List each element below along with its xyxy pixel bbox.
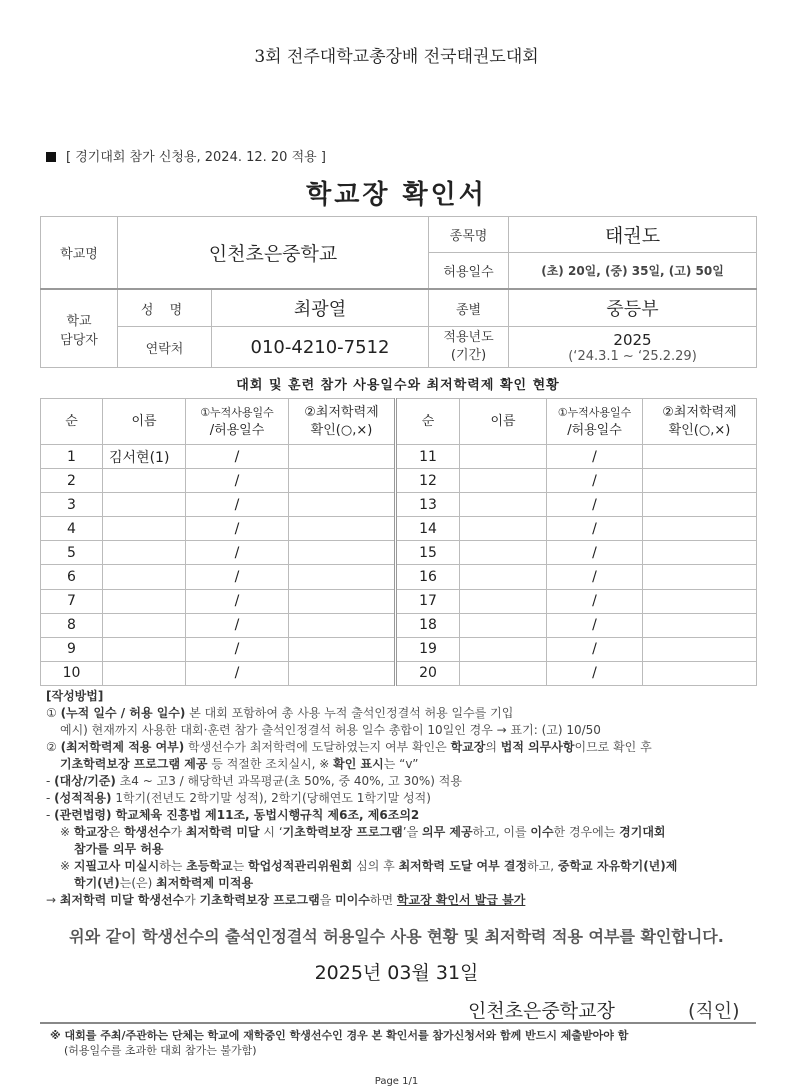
method-line: [46, 875, 761, 892]
row-name-right: [460, 565, 547, 589]
row-min-left: [289, 613, 396, 637]
row-no-left: 1: [41, 445, 103, 469]
t: (성적적용): [54, 791, 112, 805]
row-no-right: 17: [396, 589, 460, 613]
header-days-right-l1: ①누적사용일수: [557, 405, 632, 419]
row-no-right: 11: [396, 445, 460, 469]
t: 가: [184, 893, 200, 907]
t: -: [46, 791, 55, 805]
t: 이므로 확인 후: [574, 740, 652, 754]
row-min-right: [643, 517, 757, 541]
row-days-right: /: [547, 469, 643, 493]
row-name-left: [103, 637, 186, 661]
row-days-left: /: [186, 661, 289, 685]
row-name-left: [103, 469, 186, 493]
t: 을: [319, 893, 336, 907]
t: 하면: [369, 893, 397, 907]
section-title: 대회 및 훈련 참가 사용일수와 최저학력제 확인 현황: [236, 378, 560, 393]
table-row: [41, 517, 757, 541]
header-min-right: [643, 399, 757, 445]
t: 최저학력 미달 학생선수: [59, 893, 185, 907]
row-min-right: [643, 565, 757, 589]
row-name-right: [460, 517, 547, 541]
row-min-left: [289, 661, 396, 685]
t: 학기(년): [74, 876, 120, 890]
t: ※: [60, 825, 74, 839]
t: 경기대회: [619, 825, 666, 839]
method-line: [46, 705, 761, 722]
row-min-right: [643, 493, 757, 517]
t: -: [46, 808, 55, 822]
t: 초등학교: [186, 859, 233, 873]
t: 시 ‘: [259, 825, 283, 839]
row-name-left: [103, 493, 186, 517]
t: (누적 일수 / 허용 일수): [60, 706, 186, 720]
t: ①: [46, 706, 61, 720]
row-no-left: 5: [41, 541, 103, 565]
t: 은: [108, 825, 125, 839]
sport-label: 종목명: [429, 217, 509, 253]
header-min-left-l1: ②최저학력제: [304, 404, 379, 420]
t: 확인 표시: [333, 757, 384, 771]
category-label: 종별: [429, 289, 509, 327]
t: 의무 제공: [422, 825, 473, 839]
footnote-line1: ※ 대회를 주최/주관하는 단체는 학교에 재학중인 학생선수인 경우 본 확인서를 참가신청서와 함께 반드시 제출받아야 함: [50, 1029, 629, 1042]
signer-name: 인천초은중학교장: [468, 1000, 615, 1022]
contact-label: 연락처: [118, 327, 212, 368]
header-days-right: [547, 399, 643, 445]
row-no-left: 7: [41, 589, 103, 613]
row-days-right: /: [547, 541, 643, 565]
row-name-left: [103, 589, 186, 613]
method-line: [46, 790, 761, 807]
row-min-right: [643, 445, 757, 469]
event-title: 3회 전주대학교총장배 전국태권도대회: [254, 47, 539, 67]
row-no-right: 14: [396, 517, 460, 541]
row-name-left: [103, 613, 186, 637]
row-min-left: [289, 517, 396, 541]
row-days-left: /: [186, 589, 289, 613]
row-days-left: /: [186, 613, 289, 637]
school-name: 인천초은중학교: [118, 217, 429, 290]
t: ※: [60, 859, 74, 873]
document-title: 학교장 확인서: [306, 180, 487, 210]
t: 는 “v”: [383, 757, 419, 771]
row-min-right: [643, 661, 757, 685]
t: 는(은): [119, 876, 157, 890]
page-number: Page 1/1: [374, 1076, 419, 1087]
header-days-left-l1: ①누적사용일수: [200, 405, 274, 419]
t: 의: [485, 740, 501, 754]
t: →: [46, 893, 60, 907]
t: 학업성적관리위원회: [248, 859, 353, 873]
method-line: [46, 773, 761, 790]
table-row: [41, 445, 757, 469]
row-days-left: /: [186, 637, 289, 661]
method-line: [46, 858, 761, 875]
row-no-left: 3: [41, 493, 103, 517]
t: 학교장: [73, 825, 109, 839]
manager-label-line2: 담당자: [60, 332, 98, 348]
row-min-right: [643, 613, 757, 637]
row-no-right: 18: [396, 613, 460, 637]
header-min-right-l1: ②최저학력제: [662, 404, 737, 420]
row-days-left: /: [186, 493, 289, 517]
footnote: [50, 1028, 750, 1058]
table-row: [41, 661, 757, 685]
row-min-left: [289, 541, 396, 565]
row-min-left: [289, 469, 396, 493]
row-days-right: /: [547, 445, 643, 469]
header-name-left: 이름: [103, 399, 186, 445]
row-no-left: 4: [41, 517, 103, 541]
square-bullet-icon: [46, 152, 56, 162]
row-no-left: 8: [41, 613, 103, 637]
header-days-right-l2: /허용일수: [567, 422, 622, 438]
t: 기초학력보장 프로그램: [282, 825, 403, 839]
t: 학생선수가 최저학력에 도달하였는지 여부 확인은: [184, 740, 451, 754]
row-days-right: /: [547, 517, 643, 541]
table-row: [41, 589, 757, 613]
t: 법적 의무사항: [500, 740, 575, 754]
row-name-right: [460, 637, 547, 661]
t: 중학교 자유학기(년)제: [557, 859, 678, 873]
row-name-right: [460, 445, 547, 469]
row-min-left: [289, 565, 396, 589]
usage-table-body: [41, 445, 757, 686]
t: 하고, 이를: [472, 825, 531, 839]
row-min-right: [643, 589, 757, 613]
header-min-left-l2: 확인(○,×): [310, 422, 373, 438]
t: 본 대회 포함하여 총 사용 누적 출석인정결석 허용 일수를 기입: [185, 706, 514, 720]
row-no-left: 10: [41, 661, 103, 685]
writing-method: [46, 688, 761, 909]
row-no-left: 2: [41, 469, 103, 493]
table-row: [41, 613, 757, 637]
row-min-left: [289, 445, 396, 469]
method-line: [46, 739, 761, 756]
t: 기초학력보장 프로그램 제공: [60, 757, 208, 771]
row-days-right: /: [547, 637, 643, 661]
notice-text: [ 경기대회 참가 신청용, 2024. 12. 20 적용 ]: [66, 150, 326, 165]
method-line: [46, 756, 761, 773]
row-name-right: [460, 493, 547, 517]
t: 초4 ~ 고3 / 해당학년 과목평균(초 50%, 중 40%, 고 30%) 적용: [115, 774, 462, 788]
row-name-right: [460, 469, 547, 493]
row-no-right: 20: [396, 661, 460, 685]
year-value: 2025: [613, 330, 652, 349]
t: 최저학력 미달: [185, 825, 260, 839]
table-row: [41, 637, 757, 661]
row-min-right: [643, 637, 757, 661]
t: 지필고사 미실시: [73, 859, 160, 873]
issue-date: 2025년 03월 31일: [314, 962, 479, 984]
method-line: [46, 824, 761, 841]
t: 하는: [159, 859, 187, 873]
t: 는: [232, 859, 248, 873]
t: 학교장 확인서 발급 불가: [396, 893, 526, 907]
row-name-left: [103, 541, 186, 565]
t: 하고,: [527, 859, 558, 873]
row-no-left: 6: [41, 565, 103, 589]
t: 미이수: [335, 893, 370, 907]
row-days-right: /: [547, 589, 643, 613]
method-line: [46, 807, 761, 824]
t: 1학기(전년도 2학기말 성적), 2학기(당해연도 1학기말 성적): [111, 791, 431, 805]
row-no-right: 13: [396, 493, 460, 517]
name-label: 성 명: [118, 289, 212, 327]
t: 기초학력보장 프로그램: [199, 893, 320, 907]
t: 이수: [530, 825, 554, 839]
year-cell: [509, 327, 757, 368]
t: -: [46, 774, 55, 788]
info-table: [40, 216, 757, 368]
header-days-left: [186, 399, 289, 445]
manager-label: [41, 289, 118, 368]
seal-mark: (직인): [688, 1000, 740, 1022]
row-name-right: [460, 589, 547, 613]
header-min-left: [289, 399, 396, 445]
year-label-line1: 적용년도: [443, 330, 494, 345]
t: 가: [170, 825, 186, 839]
t: 등 적절한 조치실시, ※: [207, 757, 334, 771]
t: 최저학력제 미적용: [156, 876, 254, 890]
row-name-left: [103, 661, 186, 685]
contact-value: 010-4210-7512: [212, 327, 429, 368]
t: (대상/기준): [54, 774, 116, 788]
row-days-left: /: [186, 541, 289, 565]
usage-table: [40, 398, 757, 686]
row-name-left: [103, 517, 186, 541]
t: 학생선수: [124, 825, 171, 839]
row-min-right: [643, 541, 757, 565]
row-no-right: 19: [396, 637, 460, 661]
header-min-right-l2: 확인(○,×): [668, 422, 731, 438]
school-label: 학교명: [41, 217, 118, 290]
allowed-days-label: 허용일수: [429, 253, 509, 290]
row-days-right: /: [547, 565, 643, 589]
period-value: (‘24.3.1 ~ ‘25.2.29): [568, 348, 697, 364]
row-name-right: [460, 613, 547, 637]
t: 한 경우에는: [553, 825, 620, 839]
method-line: 예시) 현재까지 사용한 대회·훈련 참가 출석인정결석 허용 일수 총합이 10일인 경우 → 표기: (고) 10/50: [60, 723, 601, 737]
allowed-days-value: (초) 20일, (중) 35일, (고) 50일: [509, 253, 757, 290]
table-row: [41, 493, 757, 517]
method-line: [46, 841, 761, 858]
header-no-right: 순: [396, 399, 460, 445]
row-days-right: /: [547, 613, 643, 637]
row-name-right: [460, 541, 547, 565]
t: (관련법령) 학교체육 진흥법 제11조, 동법시행규칙 제6조, 제6조의2: [54, 808, 420, 822]
footnote-line2: (허용일수를 초과한 대회 참가는 불가함): [64, 1044, 257, 1057]
table-row: [41, 565, 757, 589]
row-days-right: /: [547, 661, 643, 685]
row-min-left: [289, 493, 396, 517]
manager-name: 최광열: [212, 289, 429, 327]
t: 심의 후: [352, 859, 399, 873]
t: ’을: [402, 825, 422, 839]
row-days-right: /: [547, 493, 643, 517]
row-no-right: 16: [396, 565, 460, 589]
row-min-left: [289, 637, 396, 661]
row-name-left: [103, 565, 186, 589]
table-row: [41, 469, 757, 493]
header-days-left-l2: /허용일수: [209, 422, 265, 438]
t: 학교장: [450, 740, 486, 754]
row-min-left: [289, 589, 396, 613]
header-name-right: 이름: [460, 399, 547, 445]
divider: [40, 1022, 756, 1024]
year-label-line2: (기간): [450, 348, 487, 363]
method-title: [작성방법]: [46, 689, 104, 703]
confirmation-statement: 위와 같이 학생선수의 출석인정결석 허용일수 사용 현황 및 최저학력 적용 여부를 확인합니다.: [69, 927, 724, 946]
t: 최저학력 도달 여부 결정: [398, 859, 528, 873]
row-no-left: 9: [41, 637, 103, 661]
row-days-left: /: [186, 445, 289, 469]
manager-label-line1: 학교: [66, 313, 92, 329]
row-min-right: [643, 469, 757, 493]
row-no-right: 15: [396, 541, 460, 565]
row-days-left: /: [186, 517, 289, 541]
notice-line: [46, 146, 326, 165]
sport-value: 태권도: [509, 217, 757, 253]
t: (최저학력제 적용 여부): [60, 740, 185, 754]
row-name-right: [460, 661, 547, 685]
t: 참가를 의무 허용: [74, 842, 164, 856]
row-name-left: 김서현(1): [103, 445, 186, 469]
category-value: 중등부: [509, 289, 757, 327]
row-no-right: 12: [396, 469, 460, 493]
header-no-left: 순: [41, 399, 103, 445]
year-label: [429, 327, 509, 368]
row-days-left: /: [186, 565, 289, 589]
row-days-left: /: [186, 469, 289, 493]
table-row: [41, 541, 757, 565]
t: ②: [46, 740, 61, 754]
method-line: [46, 892, 761, 909]
